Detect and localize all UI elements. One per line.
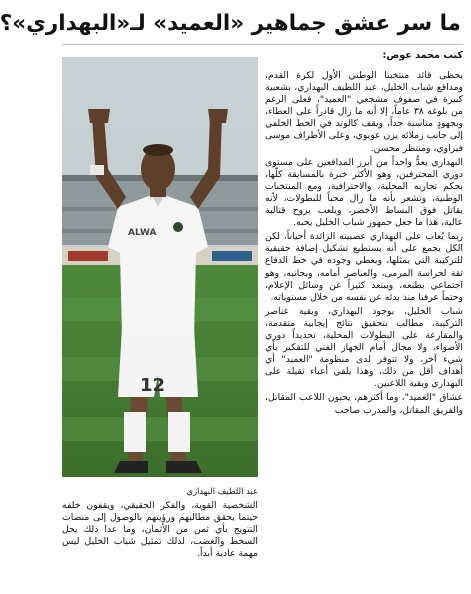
article-byline: كتب محمد عوض: (382, 50, 463, 61)
shorts-number: 12 (140, 375, 166, 396)
article-paragraph: شباب الخليل، بوجود البهداري، وبقية عناصر التركيبة، مطالب بتحقيق نتائج إيجابية متقدمة، والمقارعة على البطولات المحلية، تحديداً دوري الأضواء، ولا مجال أمام الجهاز الفني للتفكير بأي شيء آخر، ولا تتوفر لدى منظومة "العميد" أي أهداف أقل من ذلك، وهذا يلقي أعباء ثقيلة على البهداري وبقية اللاعبين. (265, 305, 463, 390)
article-paragraph-continuation: الشخصية القوية، والفكر الحقيقي، ويقفون خلفه حينما يحقق مطالبهم ورؤيتهم بالوصول إلى منصات التتويج بأي ثمن من الأثمان، وما عدا ذلك يحل السخط والغضب، لذلك تمثيل شباب الخليل ليس مهمة عادية أبداً. (62, 500, 258, 560)
article-column-left (62, 500, 258, 560)
headline-divider (62, 44, 463, 45)
player-photo (62, 57, 258, 477)
article-paragraph: ربما يُعاب على البهداري عصبيته الزائدة أحياناً، لكن الكل يجمع على أنه يستطيع تشكيل إضافة حقيقية للتركيبة التي يمثلها، ويعطي وجوده في خط الدفاع ثقة لحراسة المرمى، والعناصر أمامه، وبجانبه، وهو اجتماعي بطبعه، ويبتعد كثيراً عن وسائل الإعلام، وحتماً عرفنا منذ بدئه عن نفسه من خلال مستوياته. (265, 231, 463, 303)
article-column-right (265, 70, 463, 590)
photo-caption: عبد اللطيف البهداري (186, 486, 258, 496)
article-paragraph: عشاق "العميد"، وما أكثرهم، يحبون اللاعب المقاتل، والفريق المقاتل، والمدرب صاحب (265, 392, 463, 416)
shirt-sponsor-text: ALWA (128, 228, 157, 238)
article-paragraph: البهداري يعدُّ واحداً من أبرز المدافعين على مستوى دوري المحترفين، وهو الأكثر خبرة بالمسابقة كلّها، بحكم تجاربه المحلية، والاحترافية، ومع المنتخبات الوطنية، وتشعر بأنه ما زال محباً للبطولات، لأنه يقاتل فوق البساط الأخضر، ويلعب بروح قتالية عالية، هذا ما جعل جمهور شباب الخليل يحبه. (265, 156, 463, 229)
article-headline: ما سر عشق جماهير «العميد» لـ«البهداري»؟ (0, 11, 461, 36)
article-paragraph: يحظى قائد منتخبنا الوطني الأول لكرة القدم، ومدافع شباب الخليل، عبد اللطيف البهداري، بشعبية كبيرة في صفوف مشجعي "العميد"، فعلى الرغم من بلوغه ٣٨ عاماً، إلا أنه ما زال قادراً على العطاء، وبجهودٍ مناسبة جداً، ويقف كالوتد في الخط الخلفي إلى جانب زملائه يزن عويوي، وعلى الأطراف موسى فيراوي، ومنتظر محسن. (265, 70, 463, 154)
